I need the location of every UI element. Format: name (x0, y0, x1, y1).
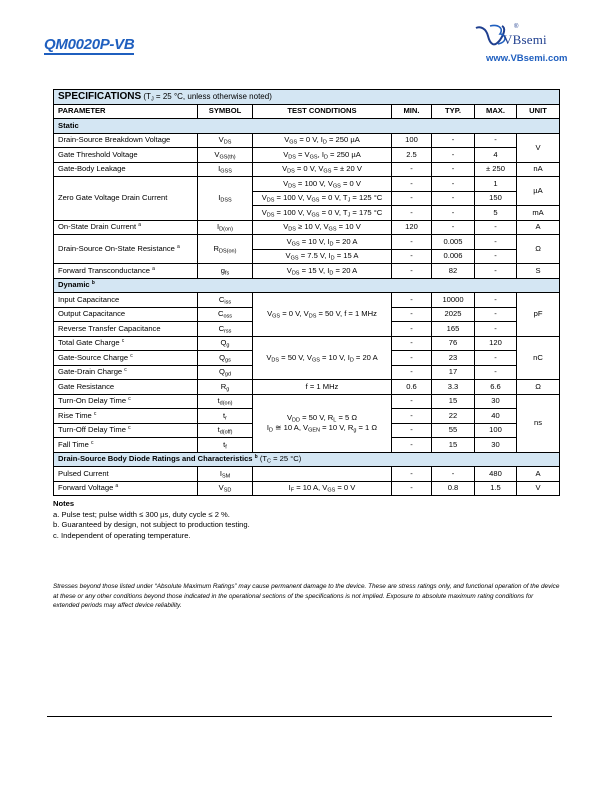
table-row: Gate-Source Charge $^c$ $Q_{gs}$ - 23 - (54, 351, 560, 366)
note-b: b. Guaranteed by design, not subject to production testing. (53, 520, 250, 529)
table-row: Turn-On Delay Time $^c$ $t_{d(on)}$ $V_{DD} = 50$ V, $R_L = 5$ Ω $I_D$ ≅ 10 A, $V_{GEN} = 10$ V, $R_g = 1$ Ω - 15 30 ns (54, 394, 560, 409)
stress-disclaimer: Stresses beyond those listed under “Absolute Maximum Ratings” may cause permanent damage to the device. These are stress ratings only, and functional operation of the device at these or any other conditions beyond those indicated in the operational sections of the specifications is not implied. Exposure to absolute maximum rating conditions for extended periods may affect device reliability. (53, 583, 560, 609)
table-title-row (54, 90, 560, 105)
table-row: Gate Threshold Voltage $V_{GS(th)}$ $V_{DS} = V_{GS}$, $I_D = 250$ µA 2.5 - 4 (54, 148, 560, 163)
table-row: Turn-Off Delay Time $^c$ $t_{d(off)}$ - 55 100 (54, 423, 560, 438)
table-title: SPECIFICATIONS (58, 90, 142, 102)
table-row: Input Capacitance $C_{iss}$ $V_{GS} = 0$ V, $V_{DS} = 50$ V, f = 1 MHz - 10000 - pF (54, 293, 560, 308)
table-row: Output Capacitance $C_{oss}$ - 2025 - (54, 307, 560, 322)
table-row: $V_{GS} = 7.5$ V, $I_D = 15$ A - 0.006 - (54, 249, 560, 264)
table-row: Drain-Source On-State Resistance $^a$ $R_{DS(on)}$ $V_{GS} = 10$ V, $I_D = 20$ A - 0.005 - Ω (54, 235, 560, 250)
table-header-row (54, 104, 560, 119)
table-row: Gate Resistance $R_g$ f = 1 MHz 0.6 3.3 6.6 Ω (54, 380, 560, 395)
footer-divider (47, 716, 552, 717)
col-max: MAX. (475, 104, 517, 119)
section-body-diode: Drain-Source Body Diode Ratings and Characteristics $^b$ ($T_C = 25$ °C) (54, 452, 560, 467)
brand-name: VBsemi (503, 32, 547, 47)
part-number: QM0020P-VB (44, 36, 135, 53)
website-url[interactable]: www.VBsemi.com (486, 53, 568, 64)
table-row: Forward Voltage $^a$ $V_{SD}$ $I_F = 10$ A, $V_{GS} = 0$ V - 0.8 1.5 V (54, 481, 560, 496)
table-row: Gate-Drain Charge $^c$ $Q_{gd}$ - 17 - (54, 365, 560, 380)
section-static: Static (54, 119, 560, 134)
table-row: Drain-Source Breakdown Voltage $V_{DS}$ $V_{GS} = 0$ V, $I_D = 250$ µA 100 - - V (54, 133, 560, 148)
col-typ: TYP. (432, 104, 475, 119)
specifications-table (53, 89, 560, 496)
col-test-conditions: TEST CONDITIONS (253, 104, 392, 119)
section-dynamic: Dynamic $^b$ (54, 278, 560, 293)
col-symbol: SYMBOL (198, 104, 253, 119)
note-c: c. Independent of operating temperature. (53, 530, 191, 540)
table-row: Fall Time $^c$ $t_f$ - 15 30 (54, 438, 560, 453)
table-row: Rise Time $^c$ $t_r$ - 22 40 (54, 409, 560, 424)
table-row: Total Gate Charge $^c$ $Q_g$ $V_{DS} = 50$ V, $V_{GS} = 10$ V, $I_D = 20$ A - 76 120 nC (54, 336, 560, 351)
table-row: Zero Gate Voltage Drain Current $I_{DSS}$ $V_{DS} = 100$ V, $V_{GS} = 0$ V - - 1 µA (54, 177, 560, 192)
table-row: $V_{DS} = 100$ V, $V_{GS} = 0$ V, $T_J = 125$ °C - - 150 (54, 191, 560, 206)
title-condition: ($T_J = 25$ °C, unless otherwise noted) (143, 91, 272, 103)
table-row: $V_{DS} = 100$ V, $V_{GS} = 0$ V, $T_J = 175$ °C - - 5 mA (54, 206, 560, 221)
col-min: MIN. (392, 104, 432, 119)
table-row: Gate-Body Leakage $I_{GSS}$ $V_{DS} = 0$ V, $V_{GS}$ = ± 20 V - - ± 250 nA (54, 162, 560, 177)
table-row: Forward Transconductance $^a$ $g_{fs}$ $V_{DS} = 15$ V, $I_D = 20$ A - 82 - S (54, 264, 560, 279)
table-row: Reverse Transfer Capacitance $C_{rss}$ - 165 - (54, 322, 560, 337)
notes-title: Notes (53, 499, 75, 508)
notes-block (53, 499, 250, 541)
col-parameter: PARAMETER (54, 104, 198, 119)
table-row: On-State Drain Current $^a$ $I_{D(on)}$ $V_{DS} \ge 10$ V, $V_{GS} = 10$ V 120 - - A (54, 220, 560, 235)
registered-mark: ® (514, 24, 519, 30)
note-a: a. Pulse test; pulse width ≤ 300 µs, duty cycle ≤ 2 %. (53, 509, 230, 519)
table-row: Pulsed Current $I_{SM}$ - - 480 A (54, 467, 560, 482)
col-unit: UNIT (517, 104, 560, 119)
